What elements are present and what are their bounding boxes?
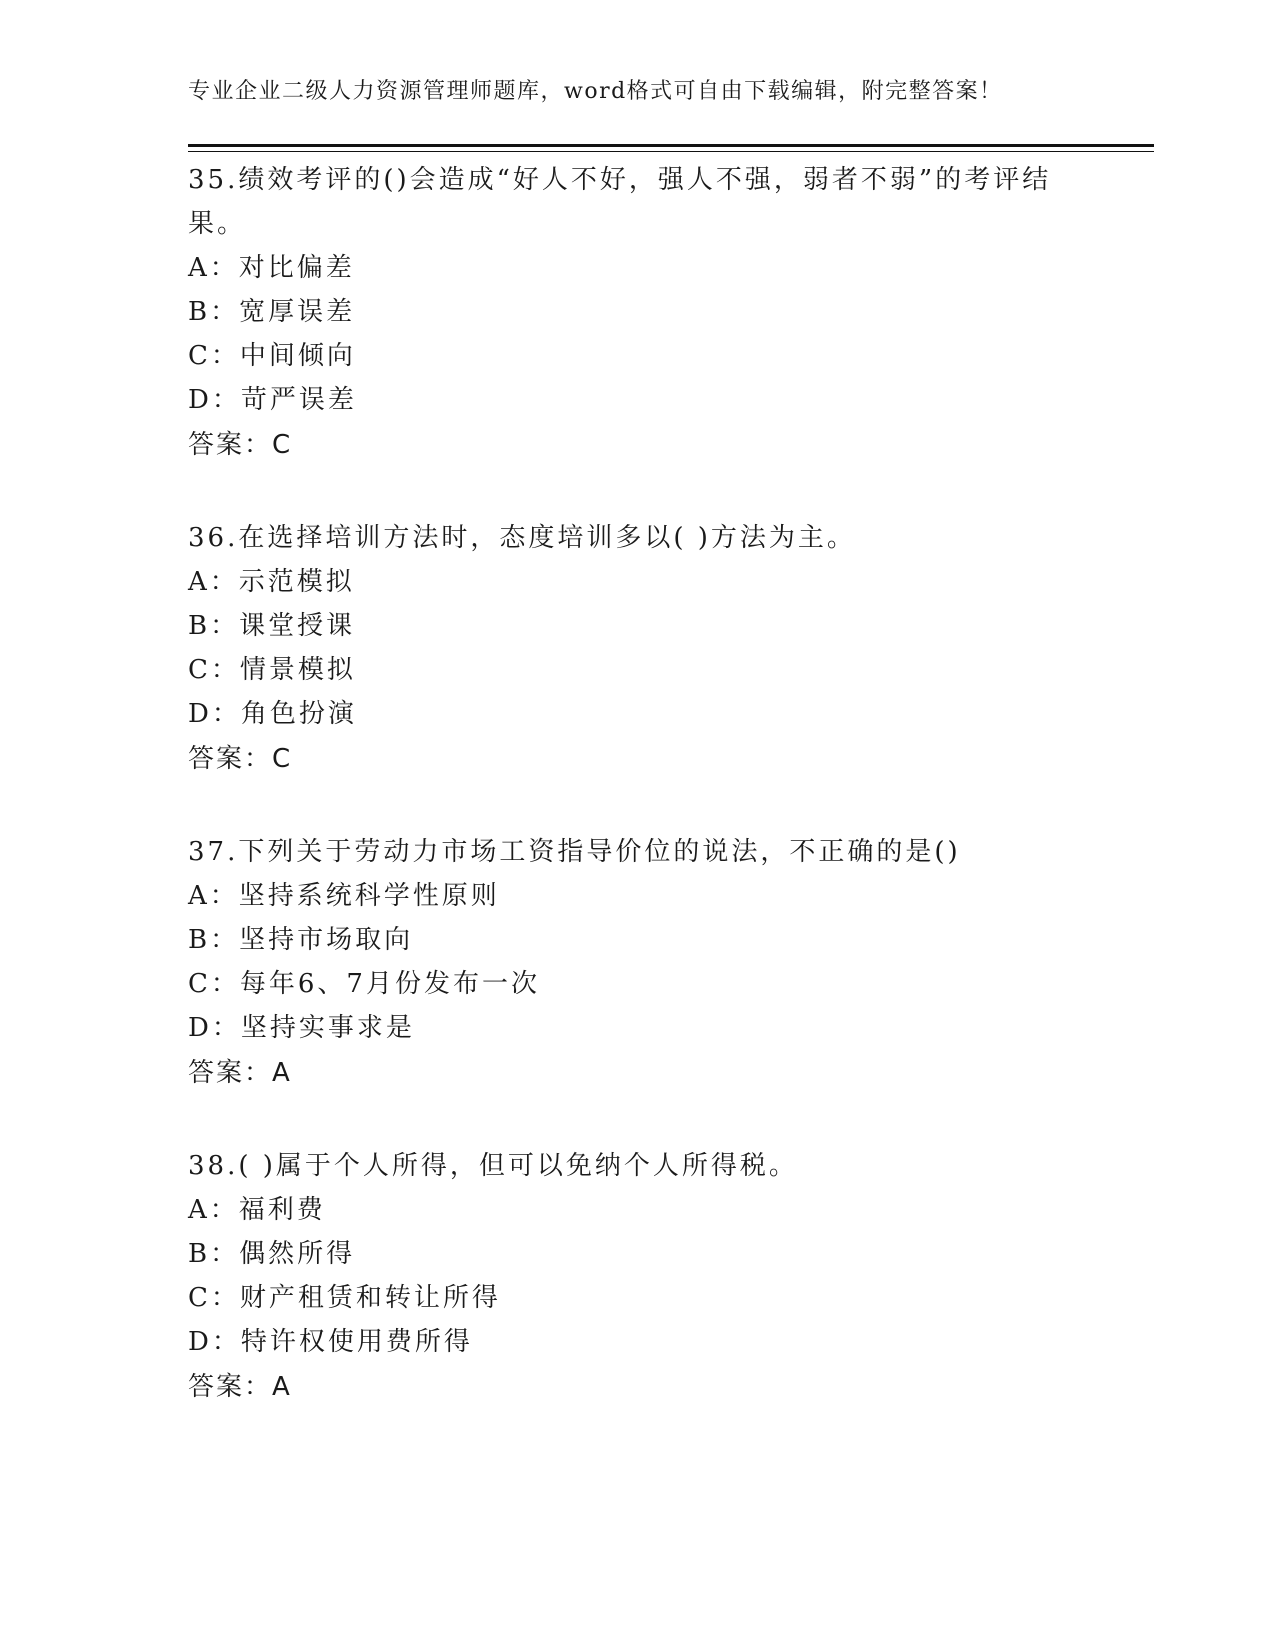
option-c: C：每年6、7月份发布一次 (188, 969, 540, 999)
option-b: B：坚持市场取向 (188, 925, 414, 955)
question-37 (188, 830, 1068, 1096)
option-d: D：特许权使用费所得 (188, 1327, 473, 1357)
page-header: 专业企业二级人力资源管理师题库，word格式可自由下载编辑，附完整答案！ (188, 79, 1003, 104)
option-a: A：示范模拟 (188, 567, 355, 597)
option-b: B：宽厚误差 (188, 297, 356, 327)
question-36 (188, 516, 1068, 782)
question-stem: 36.在选择培训方法时，态度培训多以( )方法为主。 (188, 523, 856, 553)
question-stem: 35.绩效考评的()会造成“好人不好，强人不强，弱者不弱”的考评结果。 (188, 165, 1052, 239)
option-b: B：偶然所得 (188, 1239, 356, 1269)
question-38 (188, 1144, 1068, 1410)
option-a: A：对比偏差 (188, 253, 355, 283)
question-35 (188, 158, 1068, 468)
answer-line: 答案：A (188, 1058, 292, 1088)
answer-line: 答案：A (188, 1372, 292, 1402)
header-rule-thick (188, 144, 1154, 147)
option-a: A：福利费 (188, 1195, 326, 1225)
option-c: C：财产租赁和转让所得 (188, 1283, 501, 1313)
option-d: D：角色扮演 (188, 699, 357, 729)
option-d: D：坚持实事求是 (188, 1013, 415, 1043)
option-b: B：课堂授课 (188, 611, 356, 641)
question-list (188, 158, 1068, 1458)
option-c: C：情景模拟 (188, 655, 356, 685)
question-stem: 37.下列关于劳动力市场工资指导价位的说法，不正确的是() (188, 837, 961, 867)
option-d: D：苛严误差 (188, 385, 357, 415)
answer-line: 答案：C (188, 430, 293, 460)
answer-line: 答案：C (188, 744, 293, 774)
question-stem: 38.( )属于个人所得，但可以免纳个人所得税。 (188, 1151, 798, 1181)
option-c: C：中间倾向 (188, 341, 356, 371)
option-a: A：坚持系统科学性原则 (188, 881, 500, 911)
header-rule-thin (188, 151, 1154, 152)
